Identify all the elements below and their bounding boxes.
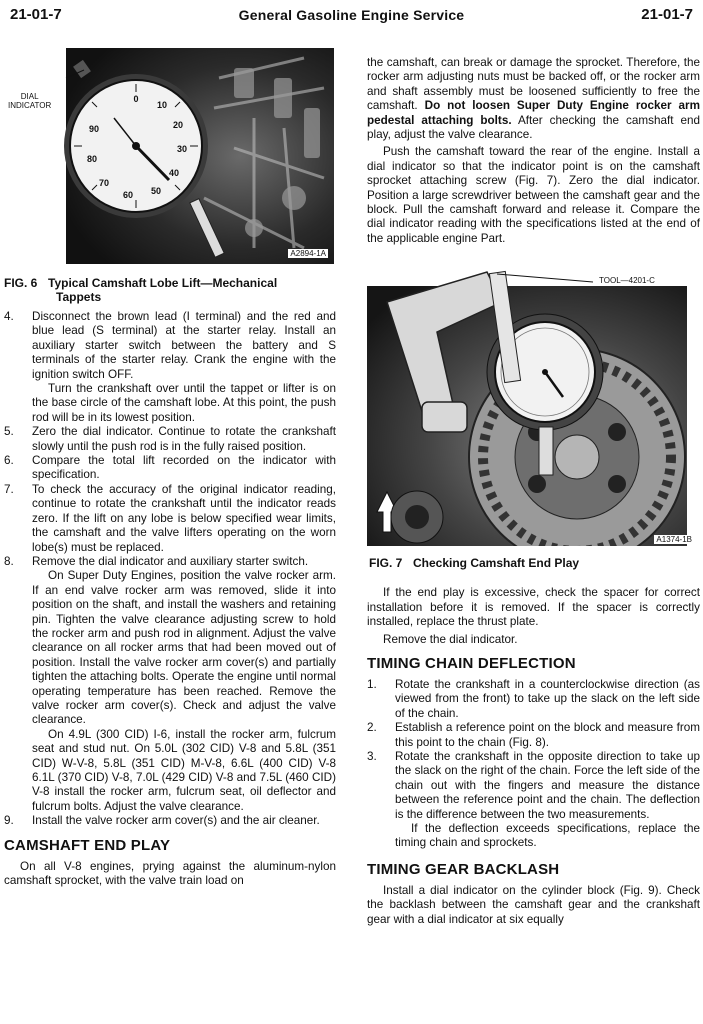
page-number-left: 21-01-7 (10, 6, 62, 23)
figure-6-code: A2894-1A (290, 249, 326, 258)
heading-timing-gear-backlash: TIMING GEAR BACKLASH (367, 860, 560, 878)
dial-number: 20 (172, 120, 184, 130)
figure-7-photo (367, 262, 698, 546)
engine-list-paragraph: On 4.9L (300 CID) I-6, install the rocker arm, fulcrum seat and stud nut. On 5.0L (302 CID) V-8 and 5.8L (351 CID) W-V-8, 5.8L (351 CID) M-V-8, 6.6L (400 CID) V-8 6.1L (370 CID) V-8, 7.0L (429 CID) V-8 and 7.5L (460 CID) V-8 install the rocker arm, fulcrum seat, oil deflector and fulcrum bolts. Adjust the valve clearance. (32, 727, 336, 813)
dial-number: 50 (150, 186, 162, 196)
list-item: 1. Rotate the crankshaft in a counterclockwise direction (as viewed from the front) to take up the slack on the left side of the chain. (367, 677, 700, 720)
end-play-excessive-paragraph: If the end play is excessive, check the spacer for correct installation before it is removed. If the spacer is correctly installed, replace the thrust plate. (367, 586, 700, 629)
dial-number: 10 (156, 100, 168, 110)
figure-6-title: Typical Camshaft Lobe Lift—Mechanical (48, 276, 278, 290)
list-item: 3. Rotate the crankshaft in the opposite direction to take up the slack on the right of the chain. Force the left side of the chain out with the fingers and measure the distance between the reference point and the chain. The deflection is the difference between the two measurements. (367, 749, 700, 821)
endplay-paragraph: On all V-8 engines, prying against the aluminum-nylon camshaft sprocket, with the valve train load on (4, 859, 336, 888)
list-item: 9. Install the valve rocker arm cover(s) and the air cleaner. (4, 814, 320, 828)
dial-number: 60 (122, 190, 134, 200)
warning-text: Do not loosen Super Duty Engine rocker arm pedestal attaching bolts. (367, 99, 700, 127)
deflection-paragraph: If the deflection exceeds specifications, replace the timing chain and sprockets. (395, 821, 700, 850)
figure-6-title-cont: Tappets (56, 290, 102, 304)
dial-indicator-photo (4, 48, 334, 264)
superduty-paragraph: On Super Duty Engines, position the valve rocker arm. If an end valve rocker arm was removed, slide it into position on the shaft, and install the washers and retaining pin. Tighten the valve clearance adjusting screw to hold the rocker arm and push rod in alignment. Adjust the valve clearance on all rocker arms that had been moved out of position. Install the valve rocker arm cover(s) and partially tighten the attaching bolts. Operate the engine until normal operating temperature has been reached. Remove the valve rocker arm cover(s). Check and adjust the valve clearance. (32, 569, 336, 727)
dial-number: 40 (168, 168, 180, 178)
camshaft-end-play-photo (367, 262, 698, 546)
figure-6-photo (4, 48, 334, 264)
dial-number: 30 (176, 144, 188, 154)
figure-6-number: FIG. 6 (4, 276, 38, 290)
dial-number: 70 (98, 178, 110, 188)
dial-number: 0 (133, 94, 139, 104)
list-item: 7. To check the accuracy of the original indicator reading, continue to rotate the crankshaft until the indicator reads zero. If the lift on any lobe is below specified wear limits, the camshaft and the valve lifters operating on the worn lobe(s) must be replaced. (4, 482, 336, 554)
remove-indicator-paragraph: Remove the dial indicator. (383, 632, 518, 646)
continued-paragraph: the camshaft, can break or damage the sprocket. Therefore, the rocker arm adjusting nuts must be backed off, or the rocker arm and shaft assembly must be loosened sufficiently to free the camshaft. Do not loosen Super Duty Engine rocker arm pedestal attaching bolts. After checking the camshaft end play, adjust the valve clearance. (367, 56, 700, 142)
figure-7-title: Checking Camshaft End Play (413, 556, 580, 571)
left-column (4, 48, 336, 888)
heading-timing-chain-deflection: TIMING CHAIN DEFLECTION (367, 654, 576, 672)
chain-deflection-steps (367, 678, 700, 822)
page-number-right: 21-01-7 (641, 6, 693, 23)
tool-callout: TOOL—4201-C (599, 276, 655, 286)
dial-number: 80 (86, 154, 98, 164)
right-column (367, 56, 700, 927)
page-title: General Gasoline Engine Service (238, 7, 465, 23)
list-item: Turn the crankshaft over until the tappet or lifter is on the base circle of the camshaft lobe. At this point, the push rod will be in its lowest position. (32, 382, 336, 424)
list-item: 2. Establish a reference point on the block and measure from this point to the chain (Fig. 8). (367, 721, 700, 749)
lobe-lift-steps (4, 310, 336, 569)
list-item: 6. Compare the total lift recorded on the indicator with specification. (4, 454, 336, 482)
heading-camshaft-end-play: CAMSHAFT END PLAY (4, 836, 171, 854)
page-header (10, 6, 693, 28)
figure-7-caption (369, 556, 700, 570)
figure-7-code: A1374-1B (656, 535, 692, 545)
gear-backlash-paragraph: Install a dial indicator on the cylinder block (Fig. 9). Check the backlash between the camshaft gear and the crankshaft gear with a dial indicator at six equally (367, 883, 700, 926)
dial-number: 90 (88, 124, 100, 134)
push-camshaft-paragraph: Push the camshaft toward the rear of the engine. Install a dial indicator so that the indicator point is on the camshaft sprocket attaching screw (Fig. 7). Zero the dial indicator. Position a large screwdriver between the camshaft gear and the block. Pull the camshaft forward and release it. Compare the dial indicator reading with the specifications listed at the end of the applicable engine Part. (367, 145, 700, 245)
figure-7-number: FIG. 7 (369, 556, 403, 571)
dial-indicator-callout: DIAL INDICATOR (8, 92, 52, 110)
step-9 (4, 814, 336, 828)
list-item: 8. Remove the dial indicator and auxiliary starter switch. (4, 554, 309, 568)
list-item: 5. Zero the dial indicator. Continue to rotate the crankshaft slowly until the push rod is in the fully raised position. (4, 425, 336, 453)
list-item: 4. Disconnect the brown lead (I terminal) and the red and blue lead (S terminal) at the starter relay. Install an auxiliary starter switch between the battery and S terminals of the starter relay. Crank the engine with the ignition switch OFF. (4, 310, 336, 381)
figure-6-caption (4, 276, 336, 304)
